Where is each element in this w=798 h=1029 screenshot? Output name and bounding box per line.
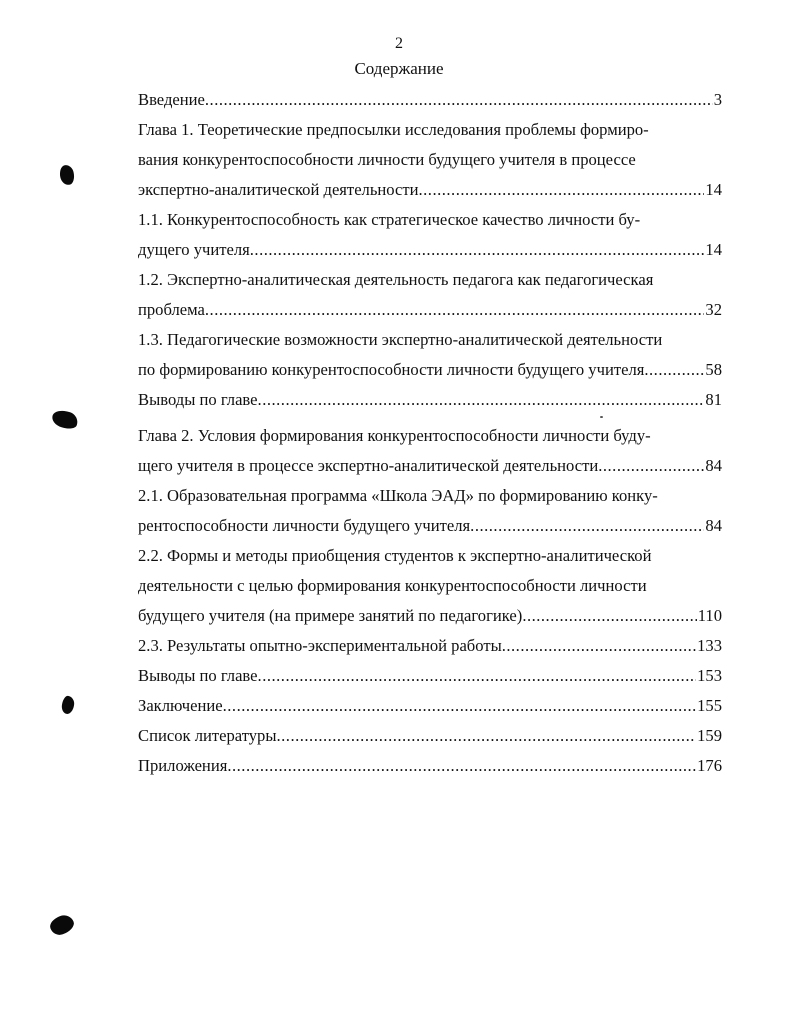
toc-entry-title: Выводы по главе — [138, 666, 258, 685]
toc-entry-title: Заключение — [138, 696, 223, 715]
toc-entry-title: Введение — [138, 90, 205, 109]
toc-entry — [138, 421, 722, 481]
toc-entry-page: 110 — [697, 606, 722, 625]
toc-entry-leader-line — [138, 661, 722, 691]
toc-entry-title: будущего учителя (на примере занятий по педагогике) — [138, 606, 523, 625]
toc-title: Содержание — [354, 59, 444, 78]
toc-entry-page: 84 — [705, 456, 722, 475]
dot-leader — [205, 295, 705, 325]
toc-entry-line: деятельности с целью формирования конкурентоспособности личности — [138, 576, 647, 595]
toc-entry-line: 1.1. Конкурентоспособность как стратегическое качество личности бу- — [138, 210, 641, 229]
toc-entry-leader-line — [138, 355, 722, 385]
toc-entry-line: Глава 1. Теоретические предпосылки исследования проблемы формиро- — [138, 120, 649, 139]
toc-entry-leader-line — [138, 451, 722, 481]
dot-leader — [223, 691, 696, 721]
dot-leader — [419, 175, 705, 205]
toc-entry-page: 176 — [697, 756, 722, 775]
toc-entry-title: 2.3. Результаты опытно-экспериментальной работы — [138, 636, 502, 655]
toc-entry — [138, 265, 722, 325]
page-number: 2 — [395, 35, 403, 52]
dot-leader — [277, 721, 697, 751]
toc-entry-leader-line — [138, 601, 722, 631]
toc-entry — [138, 691, 722, 721]
dot-leader — [522, 601, 696, 631]
toc-entry-title: Выводы по главе — [138, 390, 258, 409]
toc-entry-title: дущего учителя — [138, 240, 250, 259]
toc-entry-page: 14 — [705, 180, 722, 199]
toc-entry-leader-line — [138, 295, 722, 325]
ink-blot — [50, 407, 80, 431]
toc-entry — [138, 115, 722, 205]
toc-entry-line: Глава 2. Условия формирования конкурентоспособности личности буду- — [138, 426, 651, 445]
toc-entry-page: 133 — [697, 636, 722, 655]
toc-entry-leader-line — [138, 751, 722, 781]
dot-leader — [205, 85, 713, 115]
toc-entry — [138, 721, 722, 751]
toc-entry-page: 58 — [705, 360, 722, 379]
toc-entry — [138, 631, 722, 661]
ink-blot — [48, 912, 77, 937]
toc-entry-line: 2.2. Формы и методы приобщения студентов к экспертно-аналитической — [138, 546, 652, 565]
dot-leader — [258, 385, 705, 415]
toc-entry — [138, 661, 722, 691]
toc-entry-leader-line — [138, 85, 722, 115]
toc-entry — [138, 205, 722, 265]
toc-entry-title: Приложения — [138, 756, 228, 775]
toc-entry — [138, 481, 722, 541]
toc-entry-line: вания конкурентоспособности личности будущего учителя в процессе — [138, 150, 636, 169]
dot-leader — [258, 661, 697, 691]
toc-entry — [138, 385, 722, 415]
toc-entry-leader-line — [138, 385, 722, 415]
toc-entry-leader-line — [138, 235, 722, 265]
dot-leader — [644, 355, 704, 385]
scan-speck — [600, 416, 603, 418]
toc-entry-title: щего учителя в процессе экспертно-аналитической деятельности — [138, 456, 599, 475]
toc-entry-line: 1.3. Педагогические возможности экспертно-аналитической деятельности — [138, 330, 663, 349]
toc-entry-title: экспертно-аналитической деятельности — [138, 180, 419, 199]
dot-leader — [250, 235, 705, 265]
toc-entry-page: 3 — [713, 90, 722, 109]
toc-entry — [138, 541, 722, 631]
toc-entry-title: по формированию конкурентоспособности личности будущего учителя — [138, 360, 645, 379]
ink-blot — [61, 695, 75, 714]
table-of-contents — [138, 85, 722, 781]
toc-entry-leader-line — [138, 631, 722, 661]
toc-entry-title: Список литературы — [138, 726, 277, 745]
toc-entry-line: 2.1. Образовательная программа «Школа ЭАД» по формированию конку- — [138, 486, 658, 505]
toc-entry-page: 159 — [697, 726, 722, 745]
toc-entry-page: 84 — [705, 516, 722, 535]
toc-entry-leader-line — [138, 175, 722, 205]
toc-entry-title: рентоспособности личности будущего учителя — [138, 516, 471, 535]
ink-blot — [58, 164, 76, 186]
toc-entry-page: 32 — [705, 300, 722, 319]
toc-entry-leader-line — [138, 511, 722, 541]
toc-entry-line: 1.2. Экспертно-аналитическая деятельность педагога как педагогическая — [138, 270, 654, 289]
toc-entry-page: 14 — [705, 240, 722, 259]
toc-entry — [138, 85, 722, 115]
dot-leader — [227, 751, 696, 781]
toc-entry-leader-line — [138, 691, 722, 721]
dot-leader — [470, 511, 704, 541]
toc-entry — [138, 751, 722, 781]
dot-leader — [502, 631, 696, 661]
toc-entry — [138, 325, 722, 385]
toc-entry-page: 81 — [705, 390, 722, 409]
toc-entry-leader-line — [138, 721, 722, 751]
dot-leader — [598, 451, 704, 481]
toc-entry-page: 155 — [697, 696, 722, 715]
toc-entry-page: 153 — [697, 666, 722, 685]
toc-entry-title: проблема — [138, 300, 205, 319]
